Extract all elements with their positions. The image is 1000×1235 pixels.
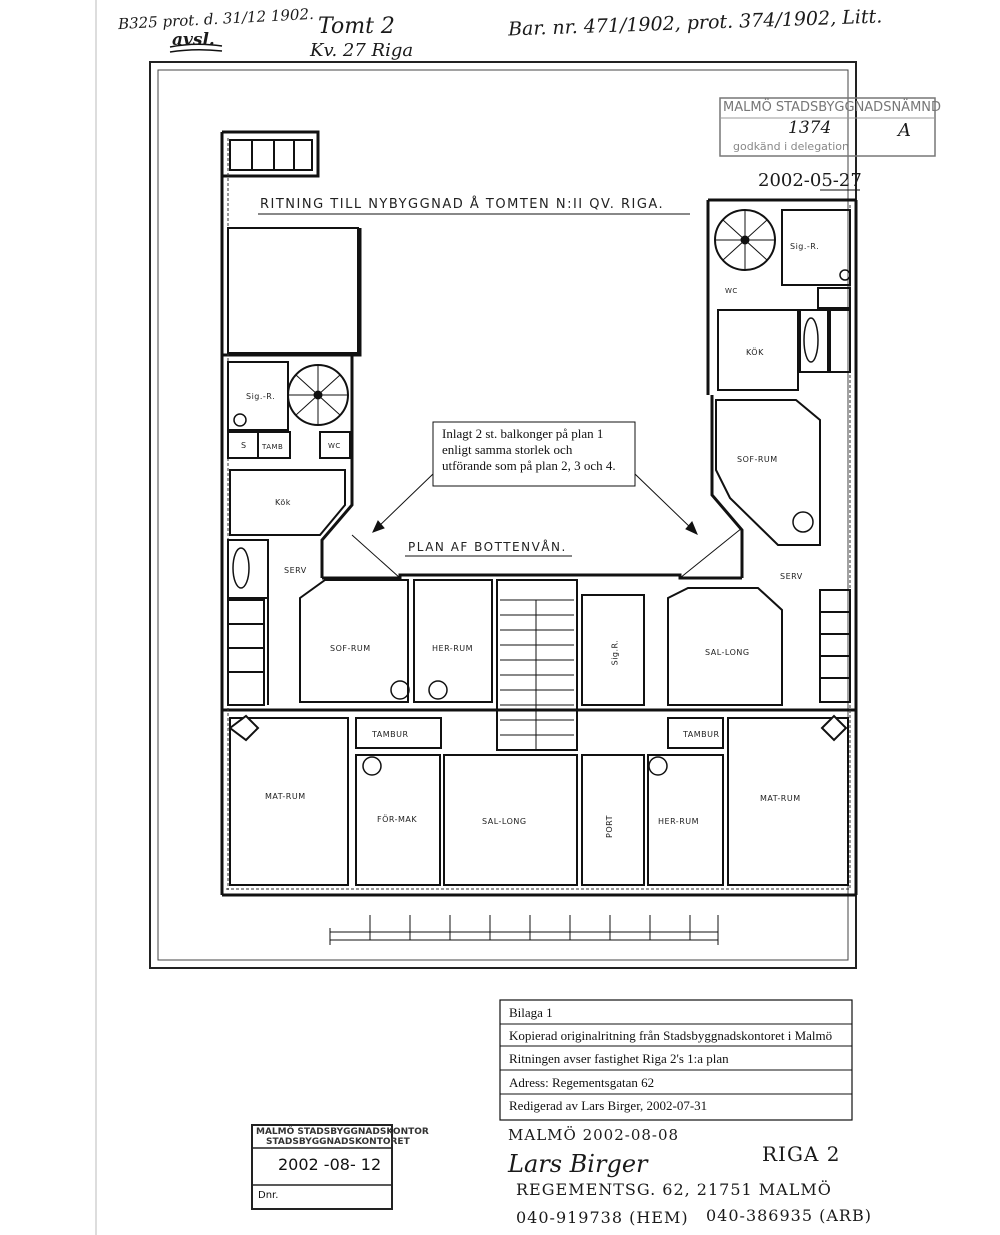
room-her-rum-bottom: HER-RUM <box>658 817 700 826</box>
room-her-rum-top: HER-RUM <box>432 644 474 653</box>
stamp-authority: MALMÖ STADSBYGGNADSNÄMND <box>723 100 942 115</box>
room-sof-rum-right: SOF-RUM <box>737 455 778 464</box>
info-copied: Kopierad originalritning från Stadsbyggnadskontoret i Malmö <box>509 1028 833 1043</box>
room-wc-right: WC <box>725 287 738 295</box>
room-kok-left: Kök <box>275 498 291 507</box>
bottom-stamp-line1: MALMÖ STADSBYGGNADSKONTOR <box>256 1127 429 1137</box>
room-sigr-left: Sig.-R. <box>246 392 276 401</box>
bottom-stamp-line2: STADSBYGGNADSKONTORET <box>266 1137 410 1147</box>
room-tambur-left: TAMBUR <box>372 730 409 739</box>
annotation-line-3: utförande som på plan 2, 3 och 4. <box>442 458 616 473</box>
info-property: Ritningen avser fastighet Riga 2's 1:a plan <box>509 1051 729 1066</box>
drawing-title: RITNING TILL NYBYGGNAD Å TOMTEN N:II QV. RIGA. <box>260 197 665 212</box>
signature-name: Lars Birger <box>508 1150 648 1178</box>
handwritten-avsl: avsl. <box>172 30 215 50</box>
signature-phone-work: 040-386935 (ARB) <box>706 1206 872 1225</box>
bottom-stamp-date: 2002 -08- 12 <box>278 1155 382 1174</box>
room-sal-long-right: SAL-LONG <box>705 648 750 657</box>
stamp-letter: A <box>898 120 911 141</box>
scale-bar <box>330 915 718 945</box>
room-port: PORT <box>604 815 614 838</box>
stamp-date-handwritten: 2002-05-27 <box>758 170 862 191</box>
annotation-line-1: Inlagt 2 st. balkonger på plan 1 <box>442 426 604 441</box>
signature-date: MALMÖ 2002-08-08 <box>508 1126 680 1144</box>
room-for-mak: FÖR-MAK <box>377 815 418 824</box>
handwritten-kv: Kv. 27 Riga <box>310 40 414 61</box>
room-mat-rum-right: MAT-RUM <box>760 794 801 803</box>
annotation-arrows <box>352 474 742 578</box>
handwritten-reference: Bar. nr. 471/1902, prot. 374/1902, Litt. <box>507 5 883 41</box>
room-serv-left: SERV <box>284 566 307 575</box>
signature-address: REGEMENTSG. 62, 21751 MALMÖ <box>516 1180 832 1199</box>
signature-phone-home: 040-919738 (HEM) <box>516 1208 689 1227</box>
room-kok-right: KÖK <box>746 348 764 357</box>
room-wc-left: WC <box>328 442 341 450</box>
room-s-left: S <box>241 441 247 450</box>
bottom-stamp-dnr: Dnr. <box>258 1190 279 1201</box>
stamp-number: 1374 <box>788 118 832 138</box>
room-tambur-right: TAMBUR <box>683 730 720 739</box>
signature-riga: RIGA 2 <box>762 1142 841 1166</box>
room-sof-rum: SOF-RUM <box>330 644 371 653</box>
plan-title: PLAN AF BOTTENVÅN. <box>408 540 567 554</box>
info-edited: Redigerad av Lars Birger, 2002-07-31 <box>509 1098 708 1113</box>
room-sal-long-mid: SAL-LONG <box>482 817 527 826</box>
room-sigr-right: Sig.-R. <box>790 242 820 251</box>
annotation-line-2: enligt samma storlek och <box>442 442 573 457</box>
handwritten-protocol-note: B325 prot. d. 31/12 1902. <box>117 4 315 34</box>
handwritten-tomt: Tomt 2 <box>318 14 395 39</box>
info-bilaga: Bilaga 1 <box>509 1005 553 1020</box>
room-serv-right: SERV <box>780 572 803 581</box>
room-sigr-mid: Sig.R. <box>610 639 620 666</box>
building-walls <box>222 132 856 895</box>
room-tamb-small: TAMB <box>262 443 284 451</box>
info-address: Adress: Regementsgatan 62 <box>509 1075 655 1090</box>
room-mat-rum-left: MAT-RUM <box>265 792 306 801</box>
stamp-approved: godkänd i delegation <box>733 140 849 153</box>
